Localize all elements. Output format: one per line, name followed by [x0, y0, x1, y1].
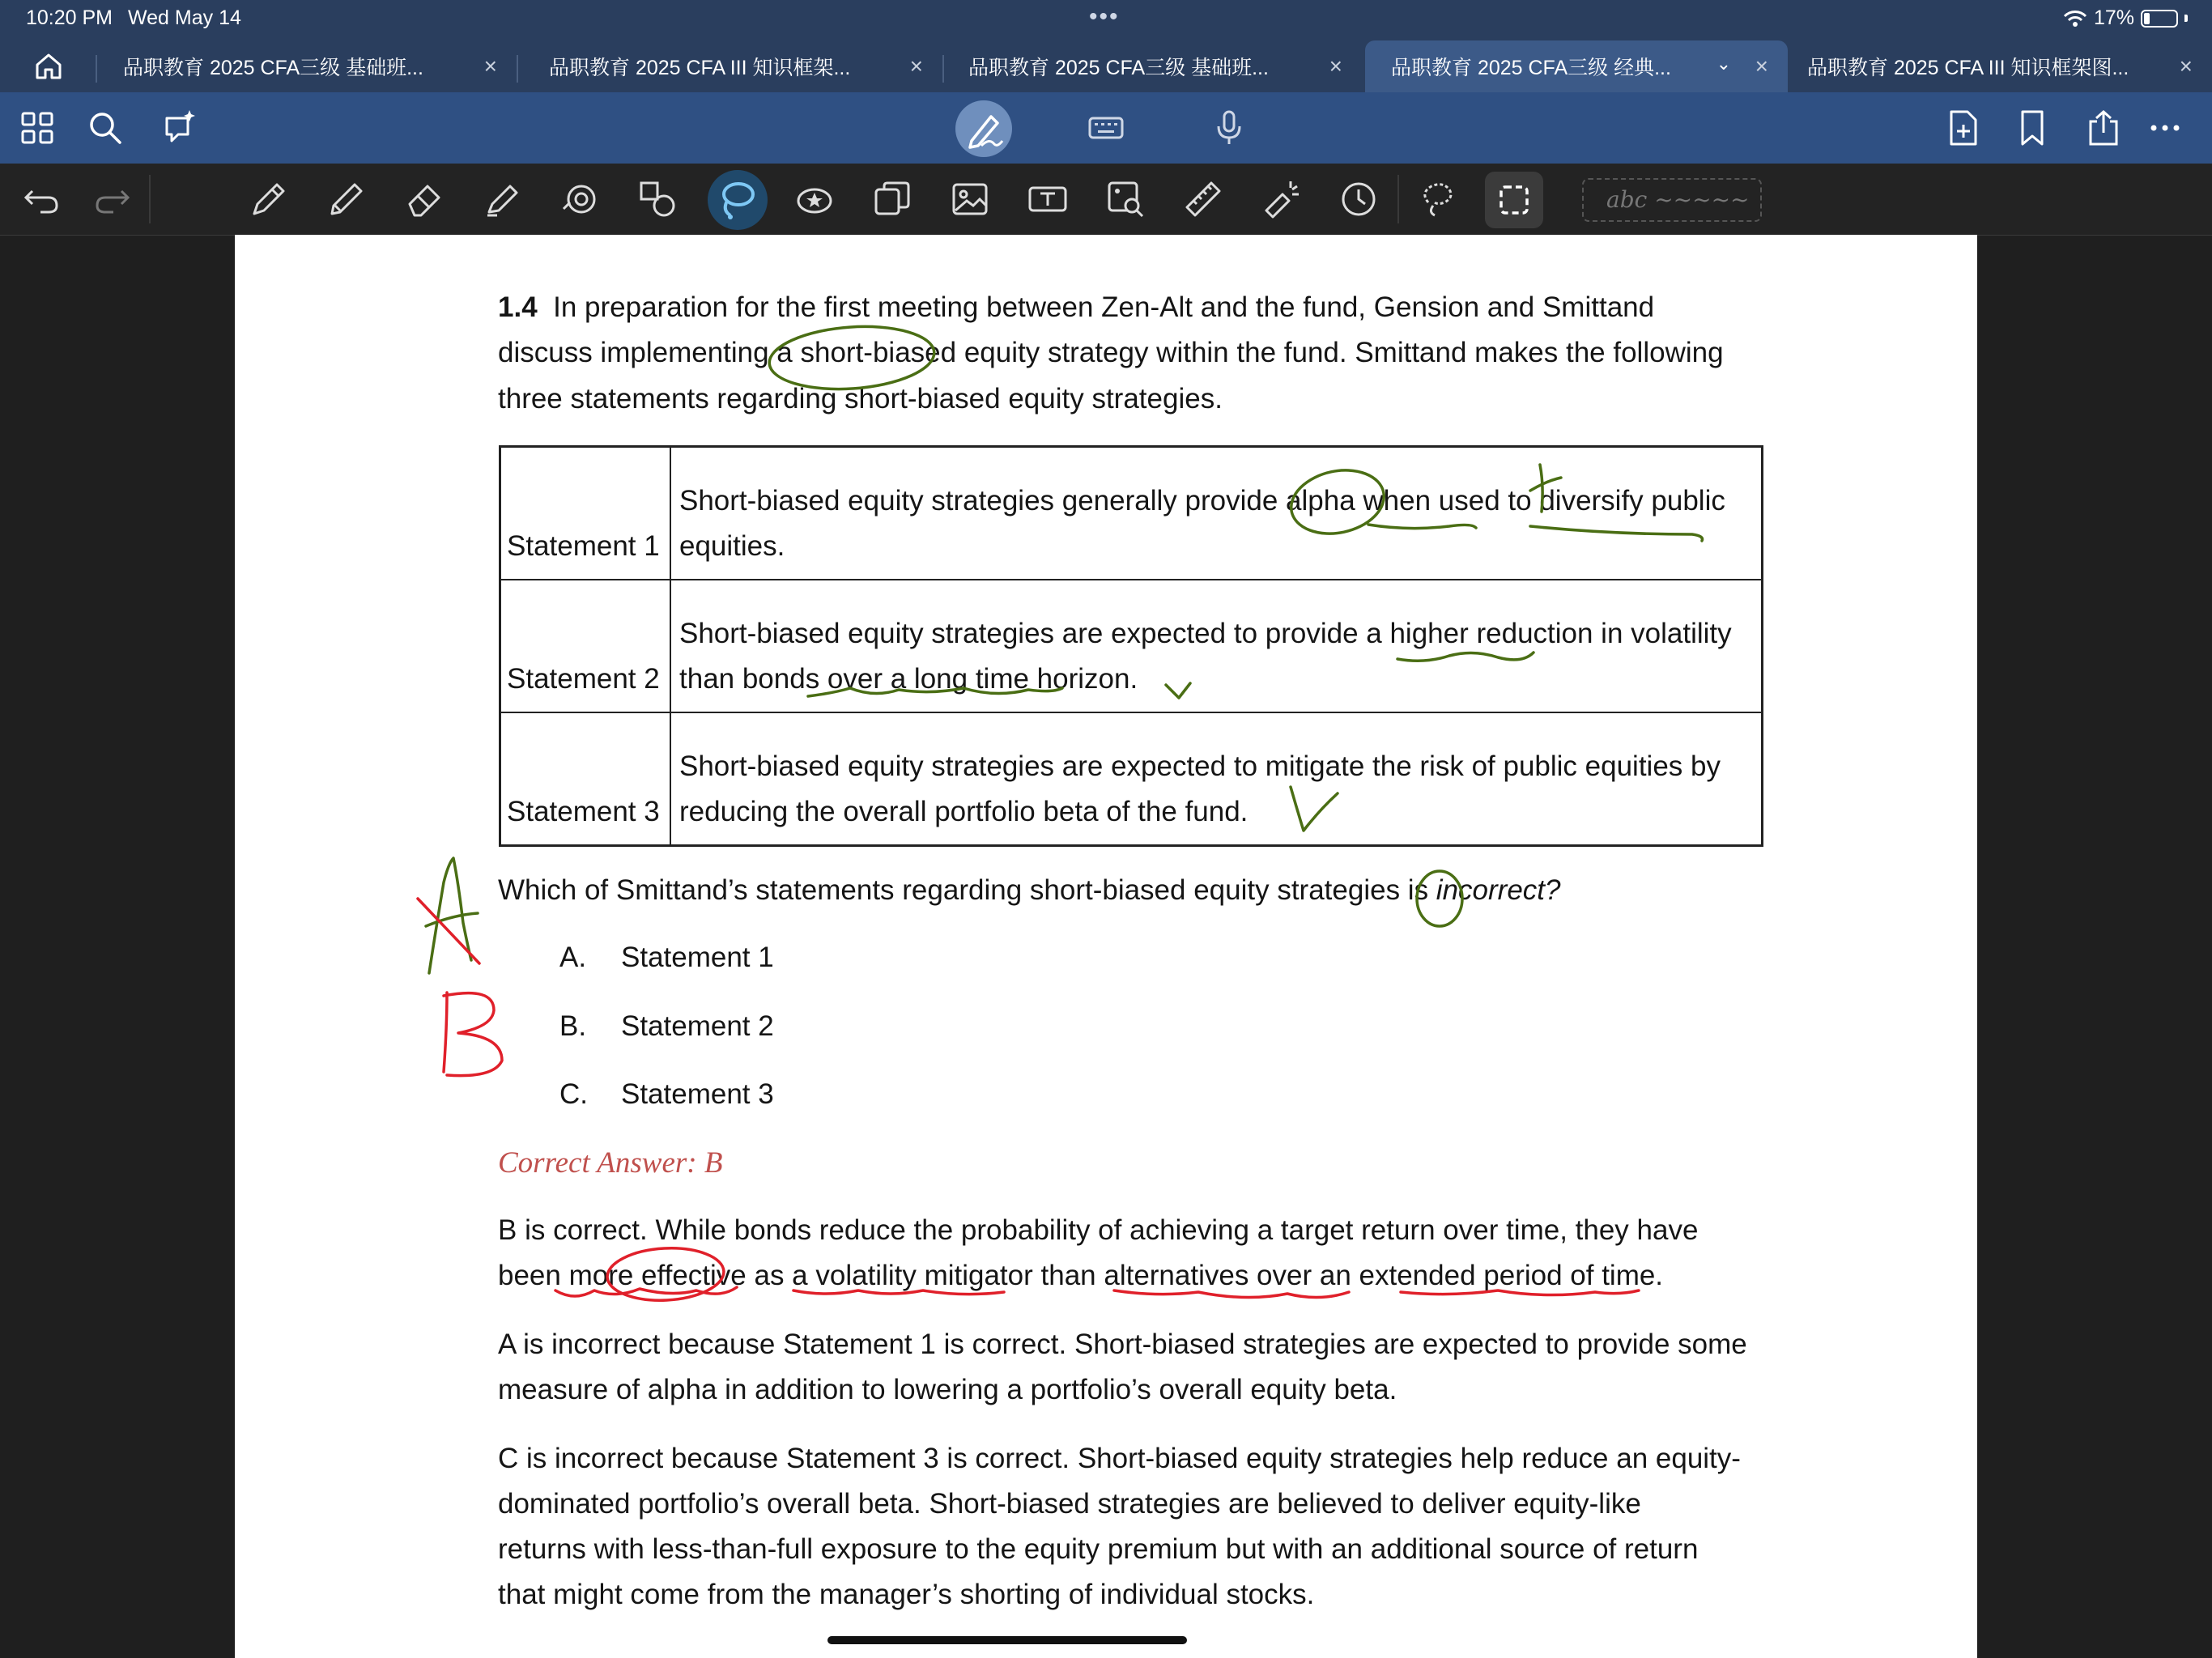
shape-tool-icon[interactable]	[559, 178, 601, 220]
explanation-c-line-4: that might come from the manager’s shorting of individual stocks.	[498, 1579, 1315, 1610]
clock-icon[interactable]	[1338, 178, 1380, 220]
explanation-a-line-2: measure of alpha in addition to lowering a portfolio’s overall equity beta.	[498, 1374, 1397, 1405]
statement-1-label: Statement 1	[507, 530, 660, 562]
tab-title: 品职教育 2025 CFA三级 基础班...	[123, 57, 423, 79]
highlighter-icon[interactable]	[481, 178, 523, 220]
tab-bar	[0, 37, 2212, 92]
statement-1-text: Short-biased equity strategies generally provide alpha when used to diversify public	[679, 485, 1725, 517]
sticker-icon[interactable]	[793, 178, 836, 220]
intro-line-1	[498, 291, 1654, 324]
question-stem	[498, 874, 1560, 907]
shapes-icon[interactable]	[636, 178, 678, 220]
option-a-letter: A.	[559, 942, 587, 973]
explanation-c-line-2: dominated portfolio’s overall beta. Short-biased strategies are believed to deliver equity-like	[498, 1488, 1641, 1520]
search-icon[interactable]	[86, 108, 125, 147]
wifi-icon	[2063, 10, 2087, 28]
image-icon[interactable]	[949, 178, 991, 220]
status-bar	[0, 0, 2212, 37]
tab-title: 品职教育 2025 CFA三级 经典...	[1391, 57, 1671, 79]
question-emphasis: incorrect?	[1436, 874, 1561, 906]
close-icon[interactable]: ×	[1329, 53, 1342, 79]
close-icon[interactable]: ×	[483, 53, 497, 79]
share-icon[interactable]	[2084, 108, 2123, 147]
ink-letter-a-green	[426, 858, 478, 973]
explanation-b-line-2: been more effective as a volatility mitigator than alternatives over an extended period of time.	[498, 1260, 1664, 1291]
battery-status	[2063, 6, 2188, 30]
correct-answer: Correct Answer: B	[498, 1146, 723, 1180]
battery-percent: 17%	[2093, 6, 2134, 29]
redo-icon[interactable]	[91, 178, 133, 220]
document-tab-3[interactable]	[942, 40, 1362, 92]
image-search-icon[interactable]	[1104, 178, 1146, 220]
battery-icon	[2141, 10, 2178, 28]
ink-letter-b	[444, 993, 502, 1076]
statement-2-text: Short-biased equity strategies are expected to provide a higher reduction in volatility	[679, 618, 1732, 649]
statement-2-label: Statement 2	[507, 663, 660, 695]
multitasking-dots[interactable]: •••	[1089, 3, 1120, 30]
question-text: Which of Smittand’s statements regarding short-biased equity strategies is	[498, 874, 1436, 906]
add-page-icon[interactable]	[1943, 108, 1982, 147]
statement-3-text: Short-biased equity strategies are expected to mitigate the risk of public equities by	[679, 750, 1721, 782]
keyboard-icon[interactable]	[1087, 108, 1125, 147]
document-tab-1[interactable]	[97, 40, 517, 92]
lasso-tool-button[interactable]	[708, 170, 768, 230]
navigation-toolbar	[0, 92, 2212, 164]
tab-title: 品职教育 2025 CFA III 知识框架图...	[1807, 57, 2129, 79]
handwriting-pen-icon	[955, 100, 1012, 157]
document-tab-4-active[interactable]	[1365, 40, 1788, 92]
lasso-select-icon[interactable]	[1417, 178, 1459, 220]
statement-3-text-cont: reducing the overall portfolio beta of the fund.	[679, 796, 1249, 827]
tab-title: 品职教育 2025 CFA三级 基础班...	[968, 57, 1269, 79]
eraser-icon[interactable]	[403, 178, 445, 220]
thumbnails-grid-icon[interactable]	[18, 108, 57, 147]
home-indicator[interactable]	[827, 1636, 1187, 1644]
ink-strike-a	[418, 899, 479, 963]
close-icon[interactable]: ×	[2179, 53, 2193, 79]
explanation-c-line-3: returns with less-than-full exposure to the equity premium but with an additional source of return	[498, 1533, 1699, 1565]
pencil-icon[interactable]	[325, 178, 368, 220]
explanation-b-line-1: B is correct. While bonds reduce the probability of achieving a target return over time, they have	[498, 1214, 1699, 1246]
undo-icon[interactable]	[21, 178, 63, 220]
text-box-icon[interactable]	[1027, 178, 1069, 220]
intro-text: In preparation for the first meeting between Zen-Alt and the fund, Gension and Smittand	[553, 291, 1655, 323]
selection-rectangle-icon	[1485, 172, 1543, 228]
document-tab-5[interactable]	[1781, 40, 2212, 92]
ruler-icon[interactable]	[1182, 178, 1224, 220]
fountain-pen-icon[interactable]	[248, 178, 290, 220]
more-options-icon[interactable]	[2146, 108, 2184, 147]
home-icon[interactable]	[32, 50, 65, 83]
lasso-icon	[708, 170, 768, 230]
chevron-down-icon[interactable]: ⌄	[1716, 53, 1731, 74]
explanation-c-line-1: C is incorrect because Statement 3 is correct. Short-biased equity strategies help reduce an equity-	[498, 1443, 1741, 1474]
tab-title: 品职教育 2025 CFA III 知识框架...	[549, 57, 851, 79]
pen-mode-button[interactable]	[955, 100, 1012, 157]
document-tab-2[interactable]	[523, 40, 942, 92]
pdf-page[interactable]	[235, 235, 1977, 1658]
elements-icon[interactable]	[871, 178, 913, 220]
selection-tool-button[interactable]	[1485, 172, 1543, 228]
microphone-icon[interactable]	[1210, 108, 1249, 147]
status-time: 10:20 PM	[26, 6, 113, 29]
intro-line-2: discuss implementing a short-biased equity strategy within the fund. Smittand makes the following	[498, 337, 1724, 368]
option-b-letter: B.	[559, 1010, 587, 1042]
close-icon[interactable]: ×	[1755, 53, 1768, 79]
text-recognition-box[interactable]: abc ~~~~~	[1582, 178, 1762, 222]
annotation-toolbar	[0, 164, 2212, 236]
option-c-letter: C.	[559, 1078, 588, 1110]
bookmark-icon[interactable]	[2013, 108, 2052, 147]
explanation-a-line-1: A is incorrect because Statement 1 is correct. Short-biased strategies are expected to provide some	[498, 1329, 1747, 1360]
option-a-text: Statement 1	[621, 942, 774, 973]
statement-2-text-cont: than bonds over a long time horizon.	[679, 663, 1138, 695]
statement-3-label: Statement 3	[507, 796, 660, 827]
status-date: Wed May 14	[128, 6, 241, 29]
intro-line-3: three statements regarding short-biased equity strategies.	[498, 383, 1223, 414]
statement-1-text-cont: equities.	[679, 530, 785, 562]
question-number: 1.4	[498, 291, 538, 323]
laser-pointer-icon[interactable]	[1260, 178, 1302, 220]
option-c-text: Statement 3	[621, 1078, 774, 1110]
option-b-text: Statement 2	[621, 1010, 774, 1042]
ai-assistant-icon[interactable]	[159, 108, 198, 147]
close-icon[interactable]: ×	[909, 53, 923, 79]
